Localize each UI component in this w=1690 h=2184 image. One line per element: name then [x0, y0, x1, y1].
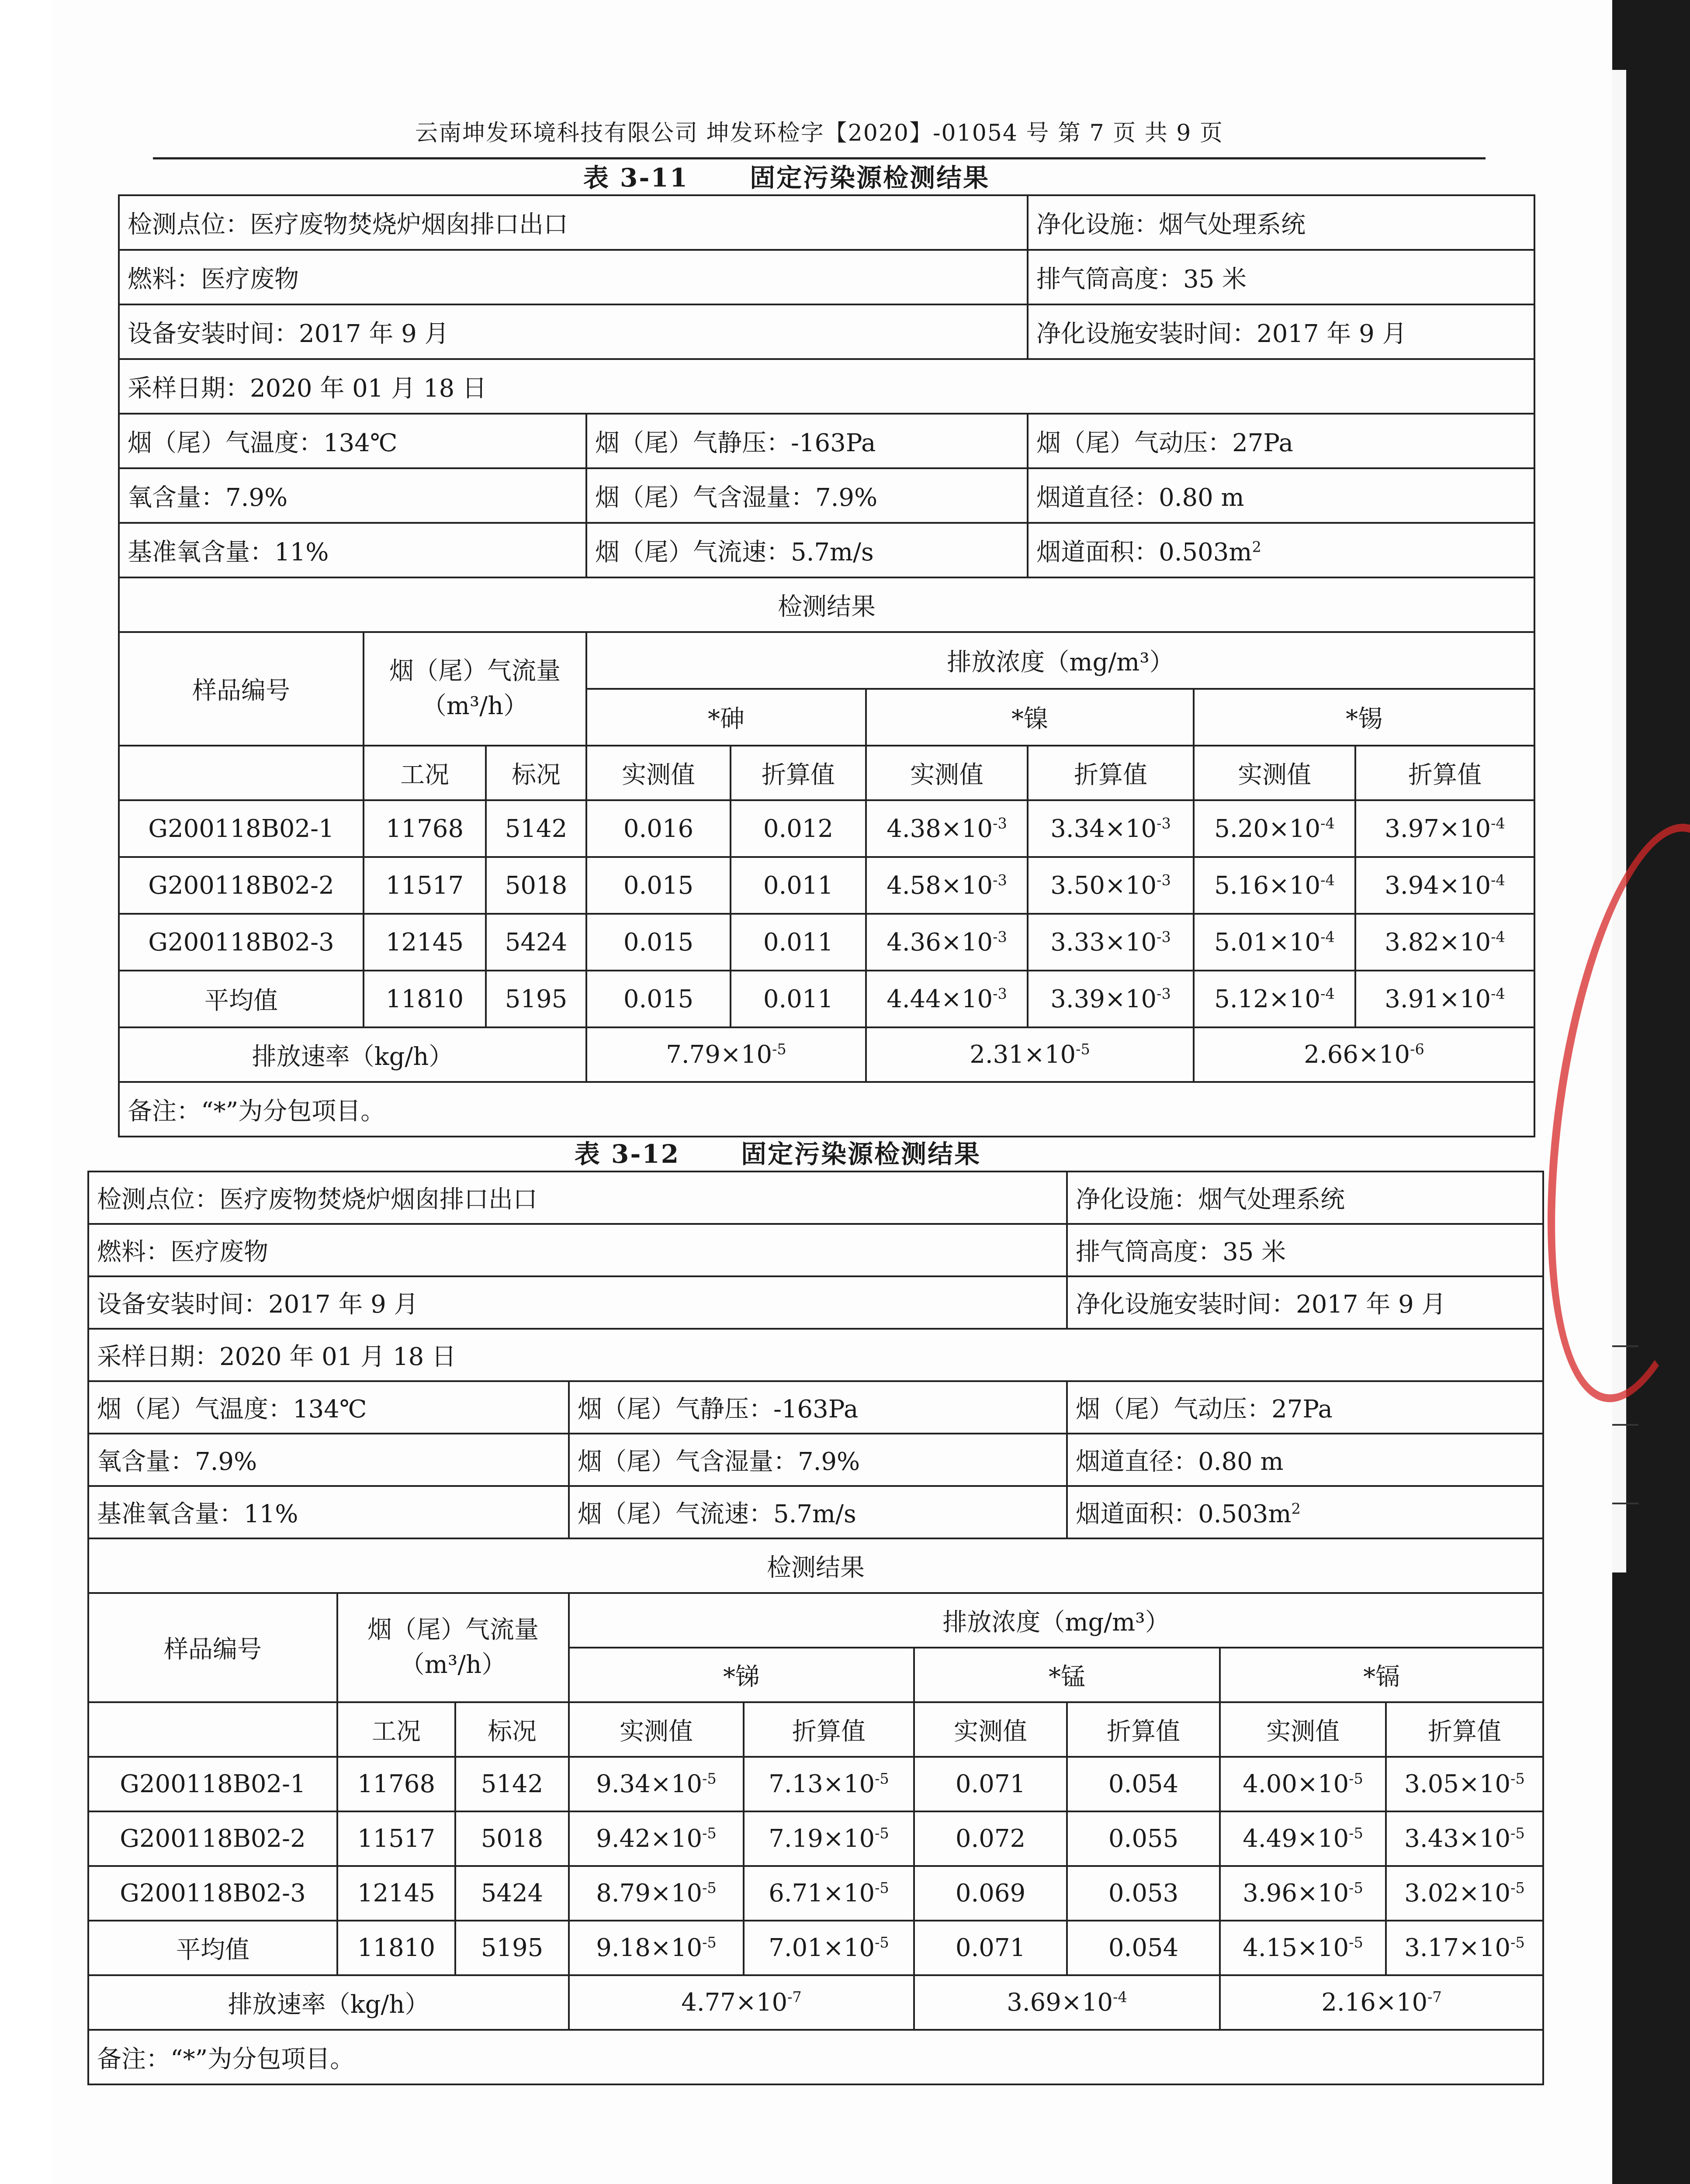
info-cell: 烟道直径：0.80 m [1067, 1434, 1543, 1486]
standard-flow-cell: 5424 [486, 914, 586, 971]
info-cell: 氧含量：7.9% [119, 468, 586, 523]
value-exponent: -3 [993, 928, 1007, 945]
info-cell: 排气筒高度：35 米 [1067, 1224, 1543, 1276]
condition-header: 工况 [337, 1702, 455, 1757]
table-number: 表 3-11 [583, 163, 689, 193]
converted-header: 折算值 [731, 746, 866, 800]
concentration-cell [569, 1757, 744, 1811]
measured-header: 实测值 [914, 1702, 1067, 1757]
concentration-cell [1067, 1921, 1220, 1975]
rate-exponent: -5 [1076, 1040, 1090, 1058]
blank-cell [119, 746, 364, 800]
standard-flow-cell: 5195 [455, 1921, 569, 1975]
concentration-cell [586, 971, 731, 1027]
info-row [119, 523, 1534, 577]
rate-exponent: -5 [772, 1040, 786, 1058]
value-mantissa: 0.053 [1108, 1879, 1179, 1908]
value-exponent: -3 [1157, 814, 1171, 832]
info-cell: 烟（尾）气静压：-163Pa [569, 1381, 1067, 1434]
value-mantissa: 4.49×10 [1243, 1825, 1349, 1853]
concentration-cell [1355, 857, 1534, 914]
value-mantissa: 3.02×10 [1404, 1879, 1511, 1908]
condition-flow-cell: 12145 [364, 914, 486, 971]
table-row [119, 857, 1534, 914]
rate-value [914, 1975, 1220, 2030]
concentration-cell [866, 914, 1028, 971]
condition-flow-cell: 11517 [337, 1811, 455, 1866]
rate-mantissa: 2.66×10 [1304, 1040, 1410, 1069]
value-exponent: -4 [1491, 814, 1505, 832]
value-mantissa: 0.012 [763, 814, 834, 843]
note-row [119, 1082, 1534, 1137]
page-edge-mark [1612, 1345, 1638, 1347]
concentration-cell [569, 1866, 744, 1921]
standard-flow-cell: 5018 [455, 1811, 569, 1866]
value-exponent: -5 [702, 1825, 717, 1842]
value-mantissa: 8.79×10 [596, 1879, 703, 1908]
rate-label: 排放速率（kg/h） [88, 1975, 569, 2030]
note-cell: 备注：“*”为分包项目。 [119, 1082, 1534, 1137]
value-exponent: -3 [1157, 928, 1171, 945]
info-cell: 烟（尾）气流速：5.7m/s [586, 523, 1028, 577]
info-row [119, 414, 1534, 468]
sample-id-cell: G200118B02-2 [88, 1811, 337, 1866]
value-exponent: -3 [1157, 985, 1171, 1002]
measured-header: 实测值 [1220, 1702, 1386, 1757]
value-mantissa: 9.18×10 [596, 1934, 703, 1962]
concentration-cell [866, 800, 1028, 857]
standard-flow-cell: 5195 [486, 971, 586, 1027]
rate-exponent: -6 [1410, 1040, 1424, 1058]
value-mantissa: 0.015 [623, 985, 694, 1013]
pollutant-header: *锑 [569, 1648, 914, 1702]
converted-header: 折算值 [1386, 1702, 1543, 1757]
concentration-cell [1194, 971, 1355, 1027]
info-cell: 设备安装时间：2017 年 9 月 [119, 304, 1028, 359]
concentration-cell [731, 971, 866, 1027]
concentration-header: 排放浓度（mg/m³） [586, 632, 1534, 689]
concentration-cell [569, 1921, 744, 1975]
value-exponent: -4 [1320, 871, 1335, 888]
value-mantissa: 3.96×10 [1243, 1879, 1349, 1908]
concentration-cell [1220, 1921, 1386, 1975]
concentration-cell [586, 914, 731, 971]
info-row [88, 1434, 1543, 1486]
rate-exponent: -7 [787, 1988, 802, 2006]
value-exponent: -5 [875, 1934, 889, 1951]
concentration-cell [744, 1811, 914, 1866]
value-mantissa: 7.19×10 [769, 1825, 875, 1853]
standard-flow-cell: 5018 [486, 857, 586, 914]
value-exponent: -5 [1349, 1934, 1363, 1951]
info-cell: 排气筒高度：35 米 [1028, 250, 1534, 304]
table-title [437, 157, 1136, 194]
result-table-2 [87, 1171, 1544, 2085]
converted-header: 折算值 [1355, 746, 1534, 800]
pollutant-header: *镉 [1220, 1648, 1543, 1702]
subheader-row [119, 746, 1534, 800]
rate-value [866, 1027, 1194, 1082]
flow-header: 烟（尾）气流量（m³/h） [364, 632, 586, 746]
page-edge-mark [1612, 1503, 1638, 1504]
value-exponent: -5 [1349, 1879, 1363, 1897]
table-row [88, 1811, 1543, 1866]
standard-flow-cell: 5142 [455, 1757, 569, 1811]
info-row [88, 1171, 1543, 1224]
page-edge-mark [1612, 1424, 1638, 1426]
info-cell: 燃料：医疗废物 [88, 1224, 1067, 1276]
value-mantissa: 0.011 [763, 985, 834, 1013]
concentration-cell [1028, 857, 1194, 914]
results-heading: 检测结果 [119, 577, 1534, 632]
value-mantissa: 4.38×10 [887, 814, 993, 843]
rate-mantissa: 2.31×10 [970, 1040, 1076, 1069]
condition-flow-cell: 11810 [337, 1921, 455, 1975]
condition-header: 工况 [364, 746, 486, 800]
rate-value [1194, 1027, 1534, 1082]
info-cell: 烟（尾）气含湿量：7.9% [586, 468, 1028, 523]
value-mantissa: 3.97×10 [1385, 814, 1491, 843]
pollutant-header: *锰 [914, 1648, 1220, 1702]
info-row [88, 1381, 1543, 1434]
measured-header: 实测值 [866, 746, 1028, 800]
concentration-cell [1386, 1866, 1543, 1921]
rate-value [569, 1975, 914, 2030]
rate-value [586, 1027, 866, 1082]
sample-id-header: 样品编号 [119, 632, 364, 746]
concentration-cell [1386, 1811, 1543, 1866]
value-mantissa: 0.015 [623, 871, 694, 900]
info-row [88, 1224, 1543, 1276]
info-cell: 烟（尾）气含湿量：7.9% [569, 1434, 1067, 1486]
note-row [88, 2030, 1543, 2084]
sample-id-header: 样品编号 [88, 1593, 337, 1702]
measured-header: 实测值 [586, 746, 731, 800]
result-table-1 [118, 194, 1535, 1137]
concentration-cell [586, 800, 731, 857]
table-row [88, 1921, 1543, 1975]
info-row [88, 1486, 1543, 1538]
info-cell: 净化设施安装时间：2017 年 9 月 [1067, 1276, 1543, 1329]
info-cell: 设备安装时间：2017 年 9 月 [88, 1276, 1067, 1329]
concentration-cell [1355, 800, 1534, 857]
value-mantissa: 3.05×10 [1404, 1770, 1511, 1798]
concentration-cell [866, 857, 1028, 914]
concentration-cell [1067, 1757, 1220, 1811]
value-mantissa: 0.054 [1108, 1934, 1179, 1962]
value-exponent: -3 [1157, 871, 1171, 888]
concentration-cell [744, 1866, 914, 1921]
value-mantissa: 4.58×10 [887, 871, 993, 900]
rate-value [1220, 1975, 1543, 2030]
value-mantissa: 0.055 [1108, 1825, 1179, 1853]
value-exponent: -4 [1320, 814, 1335, 832]
value-mantissa: 3.33×10 [1050, 928, 1157, 957]
value-mantissa: 4.44×10 [887, 985, 993, 1013]
info-cell: 净化设施安装时间：2017 年 9 月 [1028, 304, 1534, 359]
concentration-cell [1386, 1921, 1543, 1975]
value-exponent: -5 [1510, 1879, 1525, 1897]
concentration-cell [1355, 914, 1534, 971]
value-mantissa: 5.12×10 [1214, 985, 1321, 1013]
value-exponent: -4 [1320, 928, 1335, 945]
header-row [119, 632, 1534, 689]
info-cell: 烟（尾）气静压：-163Pa [586, 414, 1028, 468]
concentration-cell [744, 1921, 914, 1975]
info-cell: 基准氧含量：11% [88, 1486, 569, 1538]
concentration-cell [914, 1921, 1067, 1975]
info-cell: 检测点位：医疗废物焚烧炉烟囱排口出口 [88, 1171, 1067, 1224]
info-cell: 氧含量：7.9% [88, 1434, 569, 1486]
value-exponent: -4 [1491, 985, 1505, 1002]
value-exponent: -3 [993, 871, 1007, 888]
value-mantissa: 0.054 [1108, 1770, 1179, 1798]
converted-header: 折算值 [744, 1702, 914, 1757]
condition-flow-cell: 12145 [337, 1866, 455, 1921]
value-mantissa: 3.94×10 [1385, 871, 1491, 900]
rate-label: 排放速率（kg/h） [119, 1027, 586, 1082]
info-cell: 烟（尾）气流速：5.7m/s [569, 1486, 1067, 1538]
info-cell: 采样日期：2020 年 01 月 18 日 [88, 1329, 1543, 1381]
value-exponent: -5 [1349, 1825, 1363, 1842]
concentration-cell [914, 1811, 1067, 1866]
value-exponent: -5 [1510, 1934, 1525, 1951]
value-exponent: -5 [875, 1879, 889, 1897]
condition-flow-cell: 11768 [337, 1757, 455, 1811]
value-mantissa: 0.015 [623, 928, 694, 957]
info-row [119, 359, 1534, 414]
value-exponent: -5 [702, 1879, 717, 1897]
concentration-cell [914, 1866, 1067, 1921]
unit-superscript: 2 [1291, 1500, 1301, 1517]
concentration-cell [1220, 1866, 1386, 1921]
standard-flow-cell: 5424 [455, 1866, 569, 1921]
value-mantissa: 7.13×10 [769, 1770, 875, 1798]
value-exponent: -5 [1510, 1770, 1525, 1787]
info-row [88, 1276, 1543, 1329]
info-cell: 烟（尾）气温度：134℃ [119, 414, 586, 468]
value-exponent: -5 [702, 1934, 717, 1951]
rate-row [119, 1027, 1534, 1082]
concentration-cell [731, 857, 866, 914]
converted-header: 折算值 [1067, 1702, 1220, 1757]
info-cell: 采样日期：2020 年 01 月 18 日 [119, 359, 1534, 414]
standard-header: 标况 [486, 746, 586, 800]
section-row [88, 1538, 1543, 1593]
table-row [119, 800, 1534, 857]
info-cell: 基准氧含量：11% [119, 523, 586, 577]
value-mantissa: 3.82×10 [1385, 928, 1491, 957]
value-mantissa: 9.42×10 [596, 1825, 703, 1853]
value-exponent: -3 [993, 814, 1007, 832]
header-row [88, 1593, 1543, 1648]
info-row [119, 468, 1534, 523]
table-row [119, 971, 1534, 1027]
value-mantissa: 0.071 [955, 1934, 1026, 1962]
sample-id-cell: 平均值 [88, 1921, 337, 1975]
rate-exponent: -7 [1427, 1988, 1442, 2006]
table-row [119, 914, 1534, 971]
info-row [119, 250, 1534, 304]
table-row [88, 1866, 1543, 1921]
value-mantissa: 5.20×10 [1214, 814, 1321, 843]
value-exponent: -4 [1320, 985, 1335, 1002]
standard-header: 标况 [455, 1702, 569, 1757]
blank-cell [88, 1702, 337, 1757]
concentration-cell [1194, 857, 1355, 914]
condition-flow-cell: 11517 [364, 857, 486, 914]
value-mantissa: 5.16×10 [1214, 871, 1321, 900]
rate-row [88, 1975, 1543, 2030]
rate-exponent: -4 [1113, 1988, 1127, 2006]
standard-flow-cell: 5142 [486, 800, 586, 857]
value-exponent: -5 [702, 1770, 717, 1787]
info-row [119, 195, 1534, 250]
table-number: 表 3-12 [574, 1139, 680, 1169]
value-mantissa: 3.43×10 [1404, 1825, 1511, 1853]
subheader-row [88, 1702, 1543, 1757]
concentration-cell [1028, 800, 1194, 857]
concentration-cell [731, 800, 866, 857]
info-cell: 检测点位：医疗废物焚烧炉烟囱排口出口 [119, 195, 1028, 250]
value-mantissa: 5.01×10 [1214, 928, 1321, 957]
sample-id-cell: G200118B02-1 [119, 800, 364, 857]
sample-id-cell: G200118B02-2 [119, 857, 364, 914]
table-row [88, 1757, 1543, 1811]
info-cell: 烟（尾）气动压：27Pa [1067, 1381, 1543, 1434]
concentration-cell [731, 914, 866, 971]
value-mantissa: 4.00×10 [1243, 1770, 1349, 1798]
concentration-cell [1067, 1811, 1220, 1866]
info-cell: 净化设施：烟气处理系统 [1028, 195, 1534, 250]
info-row [119, 304, 1534, 359]
concentration-cell [1220, 1757, 1386, 1811]
sample-id-cell: 平均值 [119, 971, 364, 1027]
note-cell: 备注：“*”为分包项目。 [88, 2030, 1543, 2084]
concentration-cell [1028, 914, 1194, 971]
concentration-header: 排放浓度（mg/m³） [569, 1593, 1543, 1648]
info-cell: 烟道直径：0.80 m [1028, 468, 1534, 523]
info-cell [1067, 1486, 1543, 1538]
value-mantissa: 9.34×10 [596, 1770, 703, 1798]
flow-header: 烟（尾）气流量（m³/h） [337, 1593, 569, 1702]
concentration-cell [1194, 914, 1355, 971]
results-heading: 检测结果 [88, 1538, 1543, 1593]
info-cell: 烟（尾）气温度：134℃ [88, 1381, 569, 1434]
info-cell: 燃料：医疗废物 [119, 250, 1028, 304]
value-mantissa: 0.011 [763, 928, 834, 957]
value-mantissa: 3.50×10 [1050, 871, 1157, 900]
table-title [428, 1133, 1127, 1170]
concentration-cell [1355, 971, 1534, 1027]
concentration-cell [914, 1757, 1067, 1811]
pollutant-header: *镍 [866, 689, 1194, 746]
info-cell [1028, 523, 1534, 577]
value-exponent: -5 [875, 1770, 889, 1787]
concentration-cell [1067, 1866, 1220, 1921]
info-cell: 烟（尾）气动压：27Pa [1028, 414, 1534, 468]
rate-mantissa: 2.16×10 [1321, 1988, 1428, 2017]
rate-mantissa: 7.79×10 [666, 1040, 772, 1069]
flue-area: 烟道面积：0.503m [1036, 538, 1252, 567]
value-mantissa: 3.39×10 [1050, 985, 1157, 1013]
concentration-cell [1220, 1811, 1386, 1866]
value-mantissa: 3.34×10 [1050, 814, 1157, 843]
pollutant-header: *砷 [586, 689, 866, 746]
concentration-cell [1386, 1757, 1543, 1811]
concentration-cell [1028, 971, 1194, 1027]
value-exponent: -5 [875, 1825, 889, 1842]
condition-flow-cell: 11810 [364, 971, 486, 1027]
flue-area: 烟道面积：0.503m [1076, 1500, 1292, 1528]
condition-flow-cell: 11768 [364, 800, 486, 857]
value-exponent: -5 [1510, 1825, 1525, 1842]
rate-mantissa: 3.69×10 [1007, 1988, 1113, 2017]
rate-mantissa: 4.77×10 [681, 1988, 788, 2017]
value-mantissa: 3.17×10 [1404, 1934, 1511, 1962]
concentration-cell [569, 1811, 744, 1866]
value-mantissa: 0.069 [955, 1879, 1026, 1908]
info-row [88, 1329, 1543, 1381]
value-mantissa: 6.71×10 [769, 1879, 875, 1908]
value-mantissa: 0.011 [763, 871, 834, 900]
report-header: 云南坤发环境科技有限公司 坤发环检字【2020】-01054 号 第 7 页 共 9 页 [153, 109, 1486, 159]
value-mantissa: 4.15×10 [1243, 1934, 1349, 1962]
concentration-cell [866, 971, 1028, 1027]
value-exponent: -4 [1491, 928, 1505, 945]
concentration-cell [586, 857, 731, 914]
value-mantissa: 4.36×10 [887, 928, 993, 957]
sample-id-cell: G200118B02-1 [88, 1757, 337, 1811]
concentration-cell [1194, 800, 1355, 857]
value-mantissa: 0.016 [623, 814, 694, 843]
sample-id-cell: G200118B02-3 [88, 1866, 337, 1921]
value-exponent: -4 [1491, 871, 1505, 888]
table-name: 固定污染源检测结果 [750, 163, 990, 193]
value-exponent: -5 [1349, 1770, 1363, 1787]
value-mantissa: 0.072 [955, 1825, 1026, 1853]
section-row [119, 577, 1534, 632]
value-mantissa: 7.01×10 [769, 1934, 875, 1962]
value-exponent: -3 [993, 985, 1007, 1002]
info-cell: 净化设施：烟气处理系统 [1067, 1171, 1543, 1224]
value-mantissa: 0.071 [955, 1770, 1026, 1798]
pollutant-header: *锡 [1194, 689, 1534, 746]
value-mantissa: 3.91×10 [1385, 985, 1491, 1013]
converted-header: 折算值 [1028, 746, 1194, 800]
unit-superscript: 2 [1252, 538, 1261, 555]
measured-header: 实测值 [1194, 746, 1355, 800]
table-name: 固定污染源检测结果 [741, 1139, 981, 1169]
measured-header: 实测值 [569, 1702, 744, 1757]
concentration-cell [744, 1757, 914, 1811]
sample-id-cell: G200118B02-3 [119, 914, 364, 971]
